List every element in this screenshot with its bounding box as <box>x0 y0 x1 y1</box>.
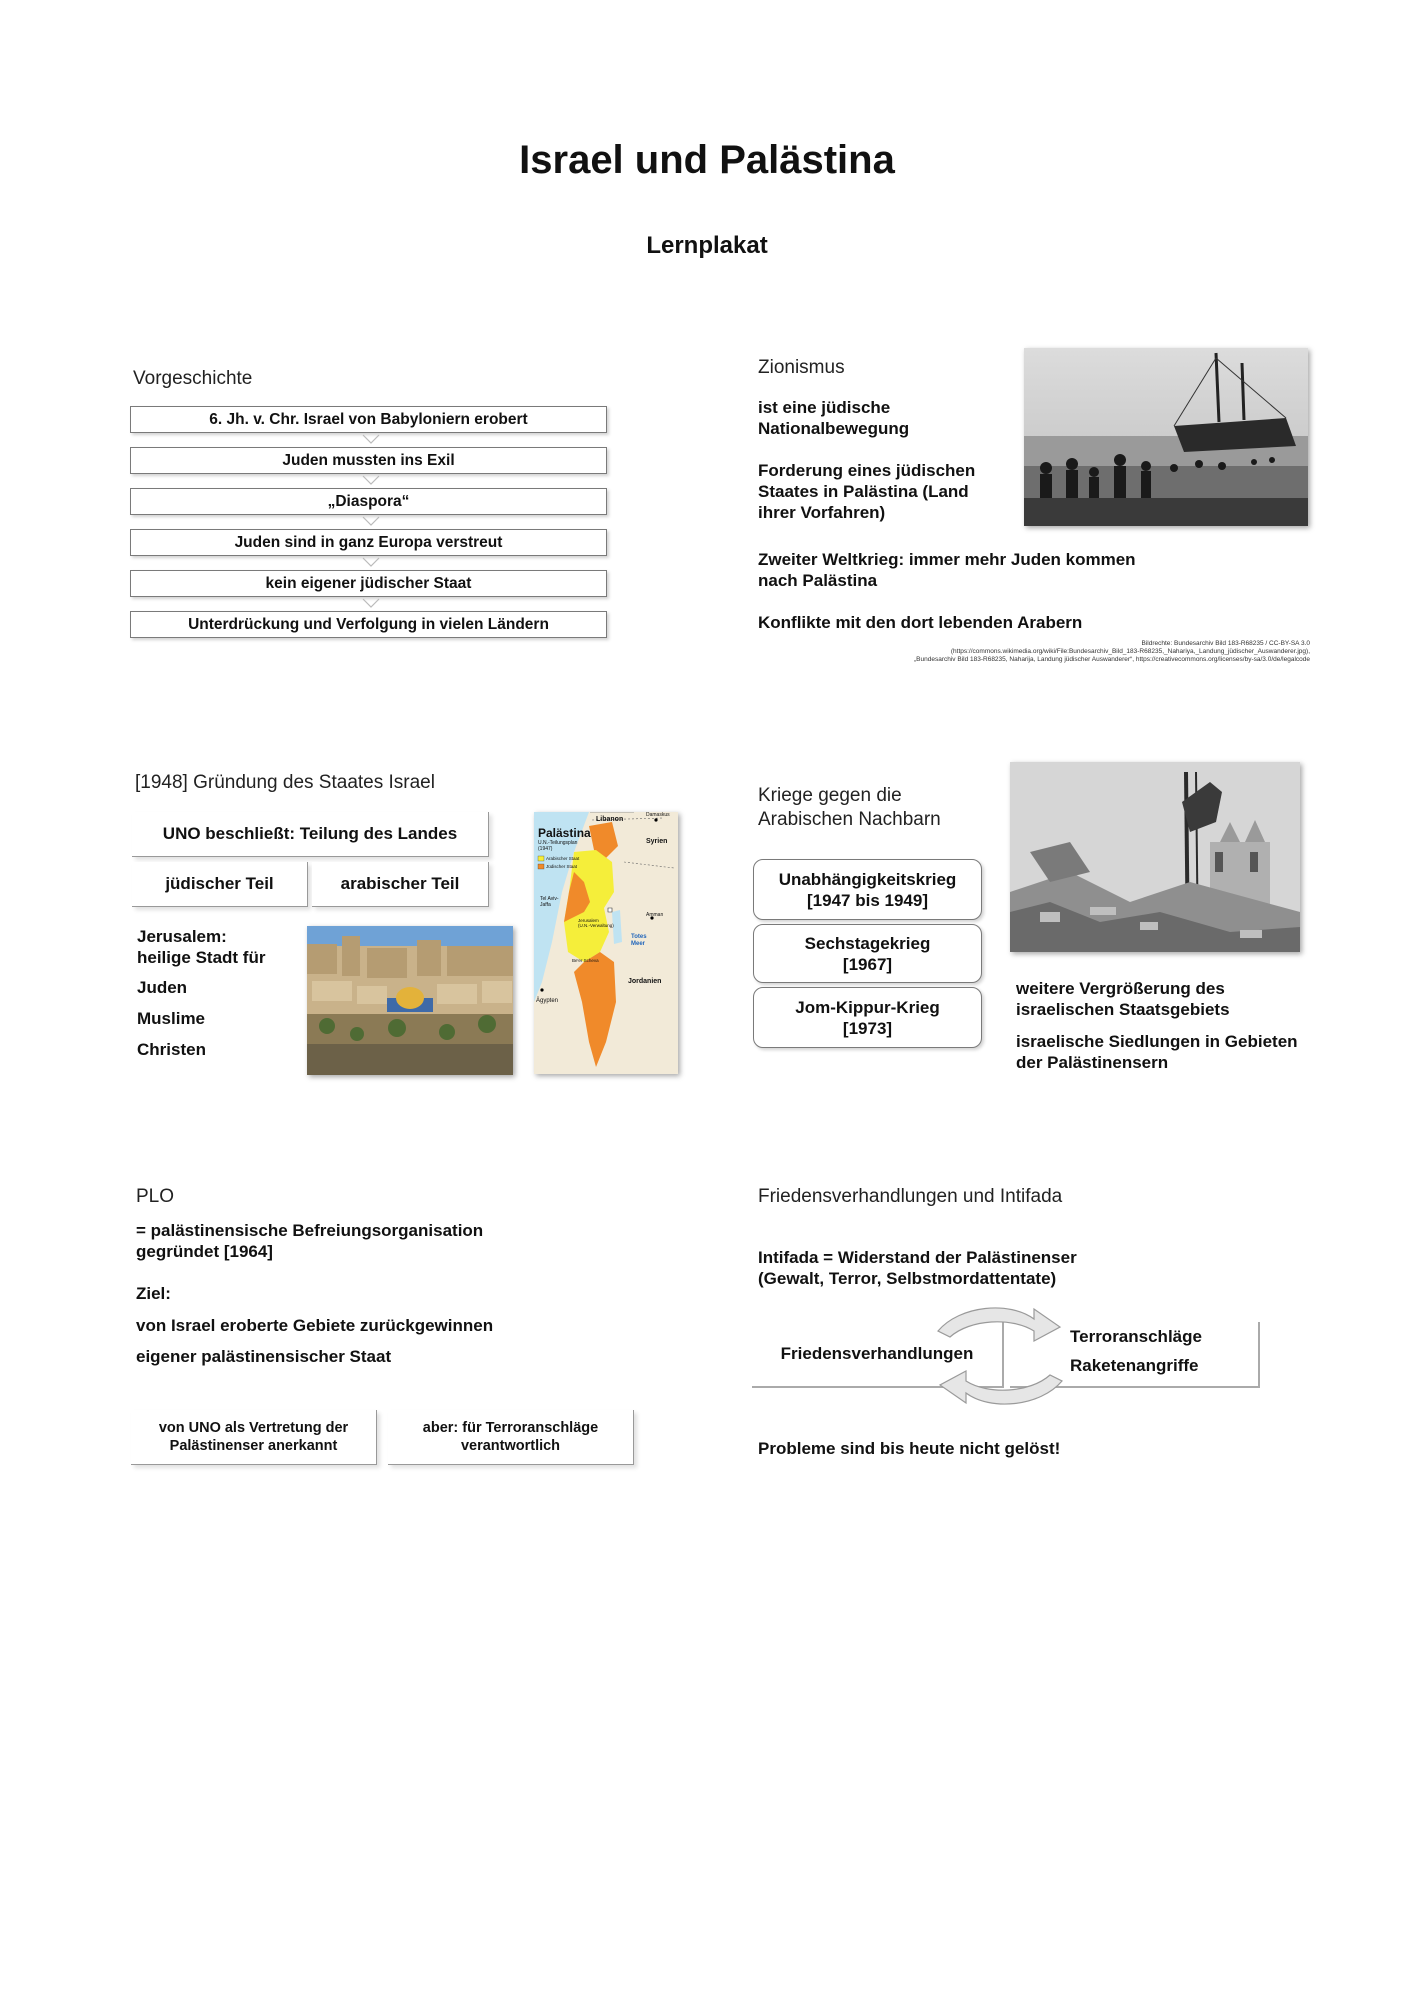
map-label-telaviv-2: Jaffa <box>540 902 551 908</box>
plo-box-anerkannt: von UNO als Vertretung der Palästinenser anerkannt <box>131 1410 377 1465</box>
section-heading-kriege <box>758 784 941 832</box>
zionismus-text-2: Forderung eines jüdischen Staates in Palästina (Land ihrer Vorfahren) <box>758 461 976 522</box>
map-label-totes-meer <box>631 934 647 948</box>
map-label-jerusalem-1: Jerusalem <box>578 918 599 923</box>
map-label-jerusalem-2: (U.N.-Verwaltung) <box>578 923 614 928</box>
chevron-down-icon <box>361 474 381 488</box>
page-subtitle: Lernplakat <box>646 232 768 259</box>
map-label-jordanien: Jordanien <box>628 978 662 985</box>
heilige-stadt-label: heilige Stadt für <box>137 948 266 967</box>
section-heading-vorgeschichte: Vorgeschichte <box>133 368 253 389</box>
war-name: Unabhängigkeitskrieg <box>778 869 957 889</box>
religion-item: Muslime <box>137 1009 206 1028</box>
map-label-libanon: Libanon <box>596 816 624 823</box>
chevron-down-icon <box>361 433 381 447</box>
cycle-arrows-icon <box>930 1297 1070 1415</box>
plo-ziel-1: von Israel eroberte Gebiete zurückgewinnen <box>136 1316 494 1335</box>
map-label-damaskus: Damaskus <box>646 812 670 818</box>
map-label-telaviv <box>540 896 559 908</box>
map-legend-jewish: Jüdischer Staat <box>546 864 578 869</box>
plo-box-terror: aber: für Terroranschläge verantwortlich <box>388 1410 634 1465</box>
war-box <box>753 924 982 983</box>
zionismus-text-3: Zweiter Weltkrieg: immer mehr Juden kommen nach Palästina <box>758 550 1136 590</box>
timeline-step: kein eigener jüdischer Staat <box>130 570 607 597</box>
partition-map <box>534 812 678 1074</box>
kriege-heading-line-2: Arabischen Nachbarn <box>758 809 941 830</box>
map-label-jerusalem <box>578 918 614 928</box>
war-years: [1947 bis 1949] <box>807 890 928 910</box>
frieden-footer: Probleme sind bis heute nicht gelöst! <box>758 1439 1061 1458</box>
war-box <box>753 987 982 1048</box>
map-label-beersheva: Be'er Scheva <box>572 958 599 963</box>
kriege-heading-line-1: Kriege gegen die <box>758 785 902 806</box>
map-subtitle-1: U.N.-Teilungsplan <box>538 840 578 846</box>
map-label-totes-2: Meer <box>631 941 646 947</box>
plo-ziel-2: eigener palästinensischer Staat <box>136 1347 392 1366</box>
map-subtitle-2: (1947) <box>538 846 553 852</box>
terror-label-1: Terroranschläge <box>1070 1327 1202 1346</box>
terror-label-2: Raketenangriffe <box>1070 1356 1199 1375</box>
page-title: Israel und Palästina <box>519 138 895 182</box>
intifada-definition: Intifada = Widerstand der Palästinenser (Gewalt, Terror, Selbstmordattentate) <box>758 1248 1077 1288</box>
credit-line-1: Bildrechte: Bundesarchiv Bild 183-R68235 / CC-BY-SA 3.0 <box>1141 640 1310 647</box>
timeline-step: „Diaspora“ <box>130 488 607 515</box>
map-label-syrien: Syrien <box>646 838 668 845</box>
kriege-text-1: weitere Vergrößerung des israelischen Staatsgebiets <box>1016 979 1230 1019</box>
credit-line-3: „Bundesarchiv Bild 183-R68235, Naharija, Landung jüdischer Auswanderer“, https://creativecommons.org/licenses/by-sa/3.0/de/legalcode <box>914 656 1310 663</box>
war-years: [1967] <box>842 954 893 974</box>
ship-landing-photo <box>1024 348 1308 526</box>
juedischer-teil-box: jüdischer Teil <box>132 862 308 907</box>
zionismus-text-1: ist eine jüdische Nationalbewegung <box>758 398 910 438</box>
religion-item: Christen <box>137 1040 206 1059</box>
map-legend-arab: Arabischer Staat <box>546 856 580 861</box>
war-name: Sechstagekrieg <box>804 933 931 953</box>
war-box <box>753 859 982 920</box>
section-heading-gruendung: [1948] Gründung des Staates Israel <box>135 772 435 793</box>
zionismus-text-4: Konflikte mit den dort lebenden Arabern <box>758 613 1083 632</box>
friedensverhandlungen-box: Friedensverhandlungen <box>752 1322 1004 1388</box>
map-label-totes-1: Totes <box>631 934 647 940</box>
timeline-step: Juden mussten ins Exil <box>130 447 607 474</box>
kriege-text-2: israelische Siedlungen in Gebieten der Palästinensern <box>1016 1032 1298 1072</box>
plo-definition: = palästinensische Befreiungsorganisation gegründet [1964] <box>136 1221 484 1261</box>
timeline-step: Unterdrückung und Verfolgung in vielen Ländern <box>130 611 607 638</box>
timeline-step: 6. Jh. v. Chr. Israel von Babyloniern erobert <box>130 406 607 433</box>
arabischer-teil-box: arabischer Teil <box>312 862 489 907</box>
section-heading-plo: PLO <box>136 1186 175 1207</box>
chevron-down-icon <box>361 515 381 529</box>
map-title: Palästina <box>538 826 591 840</box>
jerusalem-label: Jerusalem: <box>137 927 227 946</box>
plo-ziel-label: Ziel: <box>136 1284 171 1303</box>
image-credit <box>860 640 1310 664</box>
timeline-step: Juden sind in ganz Europa verstreut <box>130 529 607 556</box>
credit-line-2: (https://commons.wikimedia.org/wiki/File:Bundesarchiv_Bild_183-R68235,_Nahariya,_Landung_jüdischer_Auswanderer.jpg), <box>950 648 1310 655</box>
map-label-aegypten: Ägypten <box>536 998 559 1004</box>
section-heading-zionismus: Zionismus <box>758 357 845 378</box>
religion-item: Juden <box>137 978 188 997</box>
section-heading-frieden: Friedensverhandlungen und Intifada <box>758 1186 1063 1207</box>
uno-box: UNO beschließt: Teilung des Landes <box>132 812 489 857</box>
war-ruins-photo <box>1010 762 1300 952</box>
jerusalem-photo <box>307 926 513 1075</box>
war-name: Jom-Kippur-Krieg <box>795 997 940 1017</box>
map-label-amman: Amman <box>646 912 664 918</box>
map-subtitle <box>538 840 577 852</box>
chevron-down-icon <box>361 556 381 570</box>
chevron-down-icon <box>361 597 381 611</box>
map-label-telaviv-1: Tel Aviv- <box>540 896 559 902</box>
war-years: [1973] <box>842 1018 893 1038</box>
